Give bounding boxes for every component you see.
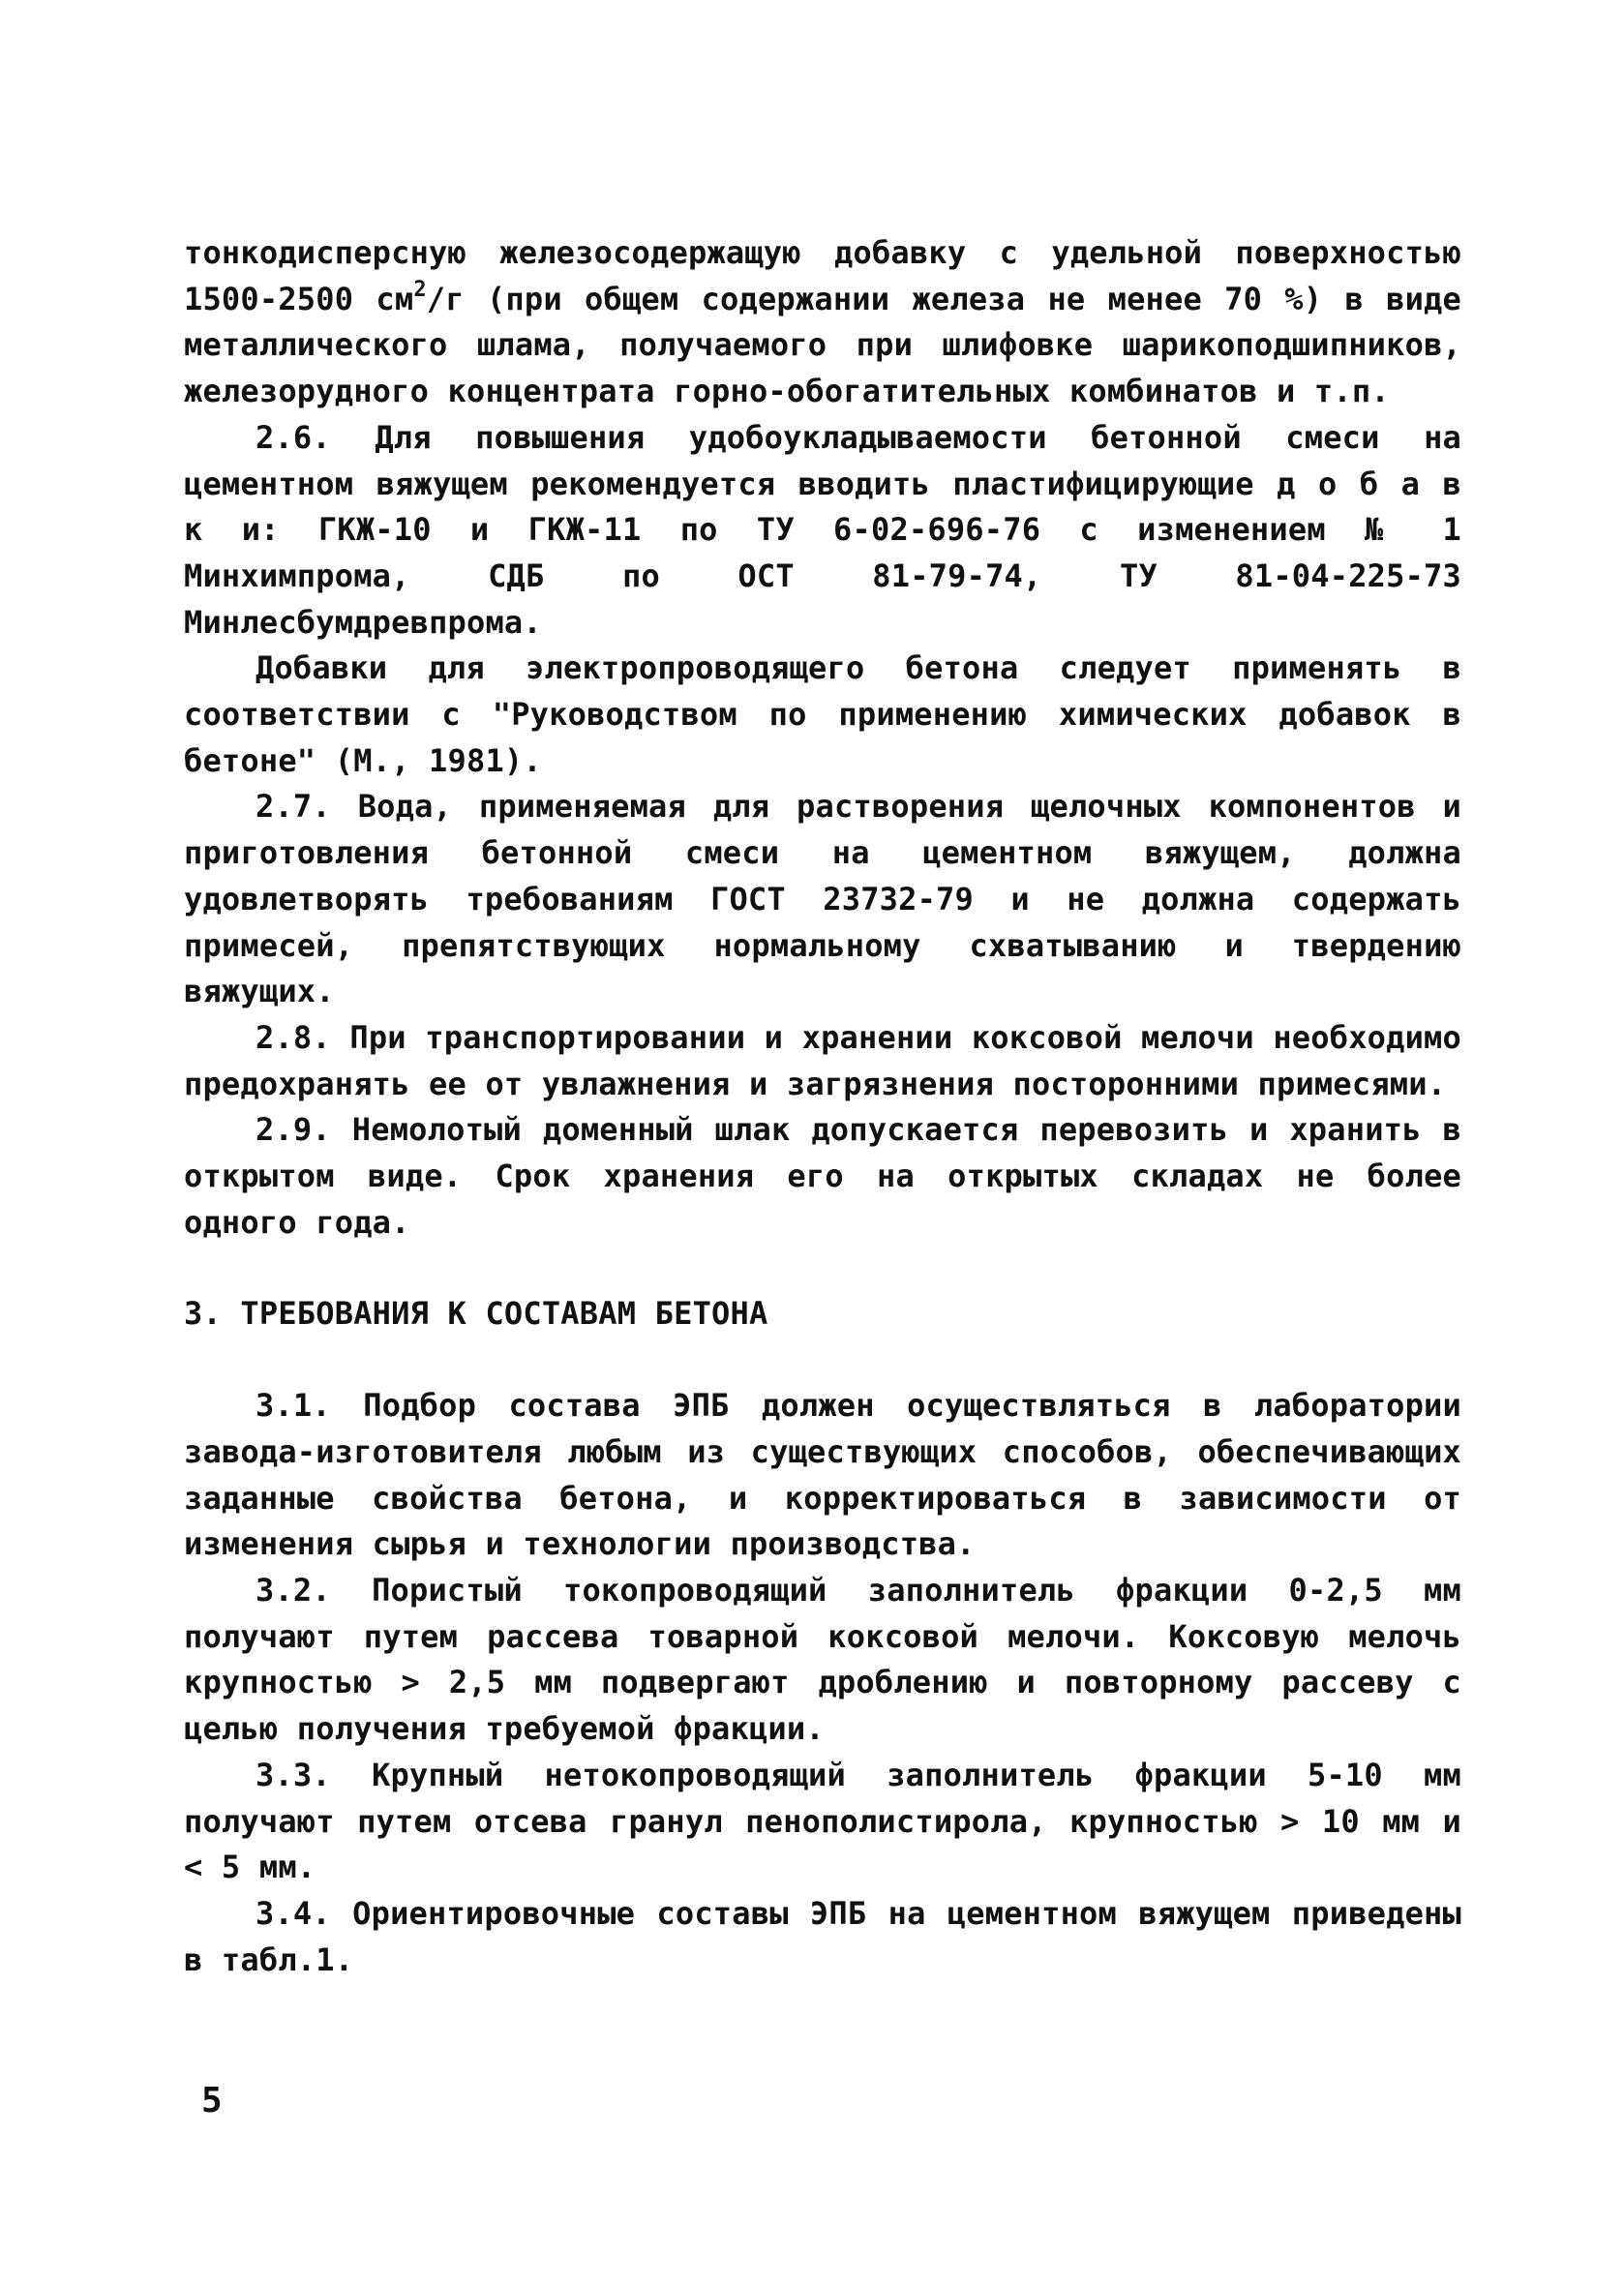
paragraph-additives-note: Добавки для электропроводящего бетона следует применять в соответствии с "Руководством по применению химических добавок в бетоне" (М., 1981). — [184, 649, 1461, 779]
continuation-text-start: тонкодисперсную железосодержащую добавку с удельной поверхностью 1500-2500 см — [184, 234, 1461, 317]
paragraph-2-8: 2.8. При транспортировании и хранении коксовой мелочи необходимо предохранять ее от увлажнения и загрязнения посторонними примесями. — [184, 1018, 1461, 1102]
continuation-text-end: /г (при общем содержании железа не менее 70 %) в виде металлического шлама, получаемого при шлифовке шарикоподшипников, железорудного концентрата горно-обогатительных комбинатов и т.п. — [184, 280, 1461, 410]
paragraph-3-3: 3.3. Крупный нетокопроводящий заполнитель фракции 5-10 мм получают путем отсева гранул пенополистирола, крупностью > 10 мм и < 5 мм. — [184, 1756, 1461, 1886]
superscript-exponent: 2 — [413, 277, 427, 302]
section-3-heading: 3. ТРЕБОВАНИЯ К СОСТАВАМ БЕТОНА — [184, 1295, 768, 1333]
paragraph-3-1: 3.1. Подбор состава ЭПБ должен осуществляться в лаборатории завода-изготовителя любым из существующих способов, обеспечивающих заданные свойства бетона, и корректироваться в зависимости от изменения сырья и технологии производства. — [184, 1387, 1461, 1563]
paragraph-3-2: 3.2. Пористый токопроводящий заполнитель фракции 0-2,5 мм получают путем рассева товарной коксовой мелочи. Коксовую мелочь крупностью > 2,5 мм подвергают дроблению и повторному рассеву с целью получения требуемой фракции. — [184, 1571, 1461, 1748]
body-text — [184, 230, 1461, 1983]
paragraph-3-4: 3.4. Ориентировочные составы ЭПБ на цементном вяжущем приведены в табл.1. — [184, 1894, 1461, 1978]
paragraph-continuation — [184, 230, 1461, 415]
page-number: 5 — [201, 2081, 223, 2121]
paragraph-2-6: 2.6. Для повышения удобоукладываемости бетонной смеси на цементном вяжущем рекомендуется вводить пластифицирующие д о б а в к и: ГКЖ-10 и ГКЖ-11 по ТУ 6-02-696-76 с изменением № 1 Минхимпрома, СДБ по ОСТ 81-79-74, ТУ 81-04-225-73 Минлесбумдревпрома. — [184, 418, 1461, 641]
paragraph-2-7: 2.7. Вода, применяемая для растворения щелочных компонентов и приготовления бетонной смеси на цементном вяжущем, должна удовлетворять требованиям ГОСТ 23732-79 и не должна содержать примесей, препятствующих нормальному схватыванию и твердению вяжущих. — [184, 788, 1461, 1010]
paragraph-2-9: 2.9. Немолотый доменный шлак допускается перевозить и хранить в открытом виде. Срок хранения его на открытых складах не более одного года. — [184, 1111, 1461, 1241]
